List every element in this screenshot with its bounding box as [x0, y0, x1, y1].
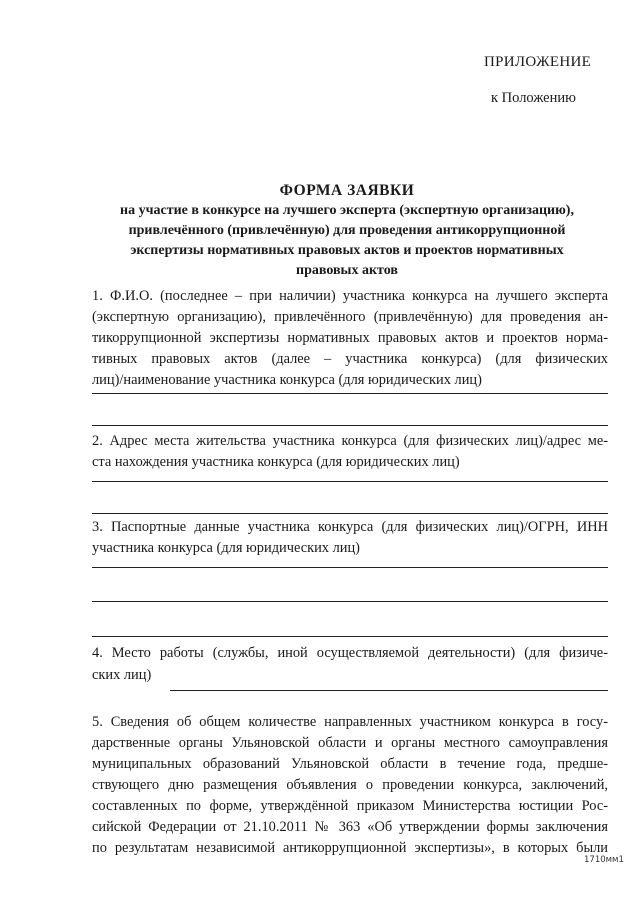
- form-heading: [92, 181, 602, 281]
- section-5-line: дарственные органы Ульяновской области и органы местного самоуправления: [92, 735, 608, 751]
- section-5-line: по результатам независимой антикоррупционной экспертизы», в которых были: [92, 840, 608, 856]
- form-subtitle-line: привлечённого (привлечённую) для проведения антикоррупционной: [128, 223, 566, 238]
- section-2-line: ста нахождения участника конкурса (для юридических лиц): [92, 454, 460, 470]
- section-2-line: 2. Адрес места жительства участника конкурса (для физических лиц)/адрес ме-: [92, 433, 608, 449]
- section-5-line: ствующего дню размещения объявления о проведении конкурса, заключений,: [92, 777, 608, 793]
- fill-in-line[interactable]: [92, 636, 608, 637]
- document-code: 1710мм1: [584, 855, 624, 865]
- fill-in-line[interactable]: [92, 567, 608, 568]
- section-1-line: тикоррупционной экспертизы нормативных правовых актов и проектов норма-: [92, 330, 608, 346]
- section-1-line: 1. Ф.И.О. (последнее – при наличии) участника конкурса на лучшего эксперта: [92, 288, 608, 304]
- form-title: ФОРМА ЗАЯВКИ: [279, 182, 415, 199]
- section-4-line: 4. Место работы (службы, иной осуществляемой деятельности) (для физиче-: [92, 645, 608, 661]
- fill-in-line[interactable]: [170, 690, 608, 691]
- fill-in-line[interactable]: [92, 513, 608, 514]
- section-5-line: сийской Федерации от 21.10.2011 № 363 «Об утверждении формы заключения: [92, 819, 608, 835]
- section-4-line: ских лиц): [92, 667, 152, 683]
- fill-in-line[interactable]: [92, 481, 608, 482]
- section-1-line: тивных правовых актов (далее – участника конкурса) (для физических: [92, 351, 608, 367]
- section-5-line: 5. Сведения об общем количестве направленных участником конкурса в госу-: [92, 714, 608, 730]
- fill-in-line[interactable]: [92, 425, 608, 426]
- form-subtitle-line: правовых актов: [296, 263, 398, 278]
- section-1-line: лиц)/наименование участника конкурса (для юридических лиц): [92, 372, 482, 388]
- appendix-reference: к Положению: [491, 90, 576, 106]
- appendix-title: ПРИЛОЖЕНИЕ: [484, 54, 592, 70]
- section-5-line: муниципальных образований Ульяновской области в течение года, предше-: [92, 756, 608, 772]
- section-5-line: составленных по форме, утверждённой приказом Министерства юстиции Рос-: [92, 798, 608, 814]
- fill-in-line[interactable]: [92, 601, 608, 602]
- fill-in-line[interactable]: [92, 393, 608, 394]
- section-1-line: (экспертную организацию), привлечённого (привлечённую) для проведения ан-: [92, 309, 608, 325]
- section-3-line: 3. Паспортные данные участника конкурса (для физических лиц)/ОГРН, ИНН: [92, 519, 608, 535]
- section-3-line: участника конкурса (для юридических лиц): [92, 540, 360, 556]
- form-subtitle-line: экспертизы нормативных правовых актов и проектов нормативных: [130, 243, 564, 258]
- form-subtitle-line: на участие в конкурсе на лучшего эксперта (экспертную организацию),: [120, 203, 574, 218]
